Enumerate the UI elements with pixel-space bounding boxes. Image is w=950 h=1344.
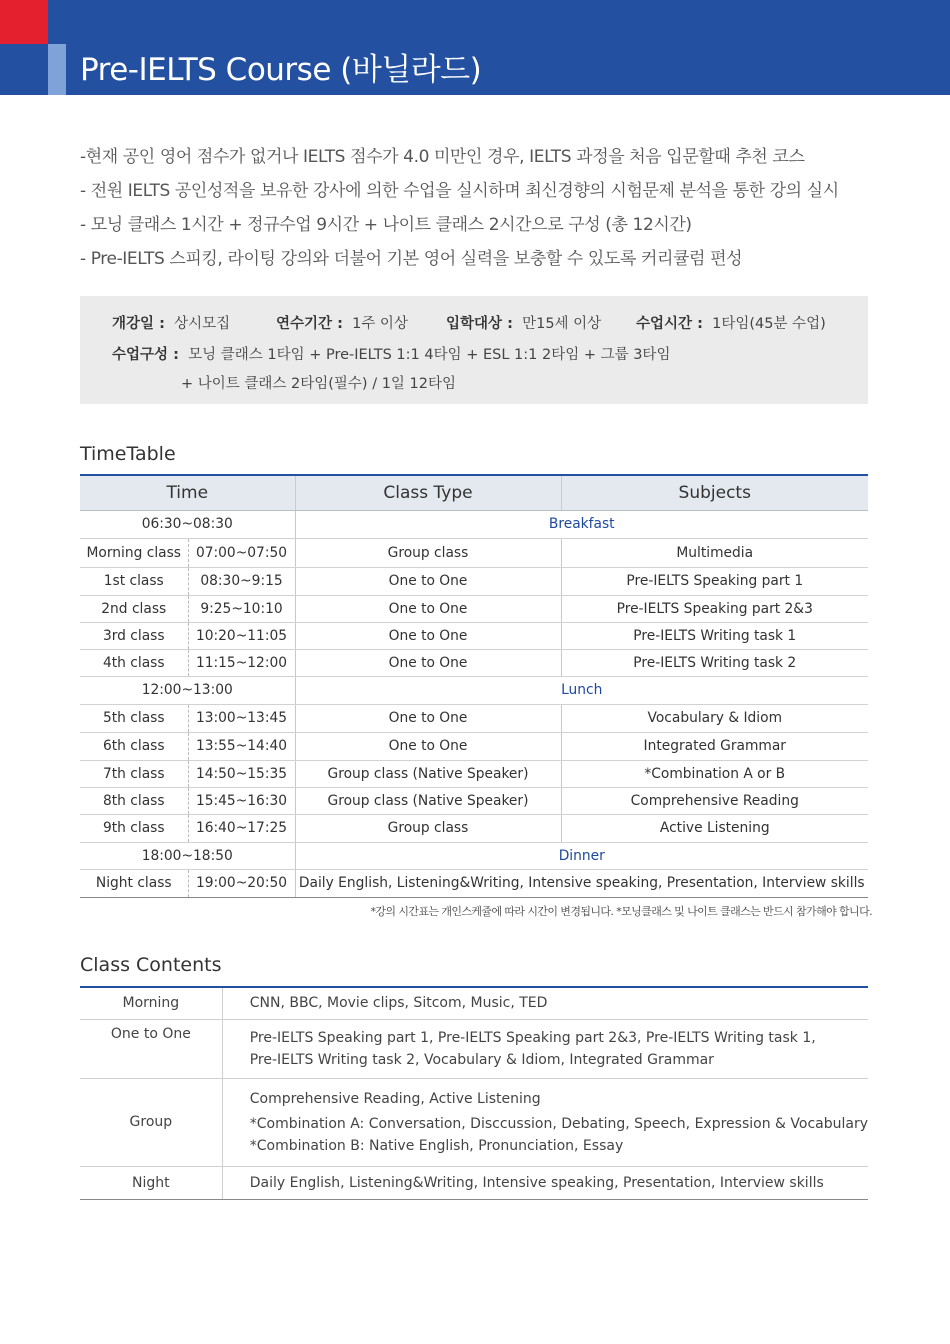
column-header: Subjects bbox=[561, 475, 868, 510]
subject-cell: Comprehensive Reading bbox=[561, 787, 868, 814]
info-value: 상시모집 bbox=[174, 316, 231, 332]
class-time-cell: 15:45~16:30 bbox=[188, 787, 295, 814]
class-type-cell: One to One bbox=[295, 595, 561, 622]
timetable bbox=[80, 474, 868, 898]
class-type-cell: Group class bbox=[295, 538, 561, 567]
info-label: 수업구성 : bbox=[112, 347, 179, 363]
contents-value bbox=[222, 1166, 868, 1199]
timetable-row bbox=[80, 732, 868, 760]
timetable-header-row bbox=[80, 475, 868, 510]
class-time-cell: 10:20~11:05 bbox=[188, 622, 295, 649]
contents-row bbox=[80, 1019, 868, 1078]
course-intro bbox=[80, 145, 880, 281]
break-time-cell: 12:00~13:00 bbox=[80, 676, 295, 704]
class-name-cell: 8th class bbox=[80, 787, 188, 814]
contents-title: Class Contents bbox=[80, 954, 222, 976]
info-composition-cont: + 나이트 클래스 2타임(필수) / 1일 12타임 bbox=[181, 376, 456, 392]
class-type-cell: One to One bbox=[295, 704, 561, 732]
timetable-body bbox=[80, 510, 868, 897]
header-accent-red bbox=[0, 0, 48, 44]
subject-cell: *Combination A or B bbox=[561, 760, 868, 787]
column-header: Time bbox=[80, 475, 295, 510]
subject-cell: Pre-IELTS Speaking part 1 bbox=[561, 567, 868, 595]
info-value: 만15세 이상 bbox=[522, 316, 602, 332]
info-open bbox=[112, 312, 230, 333]
class-time-cell: 08:30~9:15 bbox=[188, 567, 295, 595]
class-name-cell: 6th class bbox=[80, 732, 188, 760]
intro-line: -현재 공인 영어 점수가 없거나 IELTS 점수가 4.0 미만인 경우, IELTS 과정을 처음 입문할때 추천 코스 bbox=[80, 147, 805, 167]
course-info-box bbox=[80, 296, 868, 404]
info-label: 입학대상 : bbox=[446, 316, 513, 332]
timetable-break-row bbox=[80, 842, 868, 869]
info-period bbox=[276, 312, 408, 333]
timetable-row bbox=[80, 567, 868, 595]
contents-line: Pre-IELTS Writing task 2, Vocabulary & Idiom, Integrated Grammar bbox=[249, 1051, 714, 1068]
break-label-cell: Breakfast bbox=[295, 510, 868, 538]
contents-value bbox=[222, 1078, 868, 1166]
info-hours bbox=[636, 312, 826, 333]
class-name-cell: 2nd class bbox=[80, 595, 188, 622]
contents-line: *Combination A: Conversation, Disccussion, Debating, Speech, Expression & Vocabulary bbox=[249, 1115, 868, 1132]
class-name-cell: 5th class bbox=[80, 704, 188, 732]
intro-line: - 모닝 클래스 1시간 + 정규수업 9시간 + 나이트 클래스 2시간으로 구성 (총 12시간) bbox=[80, 215, 692, 235]
info-label: 연수기간 : bbox=[276, 316, 343, 332]
timetable-title: TimeTable bbox=[80, 443, 176, 465]
contents-line: CNN, BBC, Movie clips, Sitcom, Music, TED bbox=[249, 995, 548, 1012]
subject-cell: Active Listening bbox=[561, 814, 868, 842]
subject-cell: Pre-IELTS Writing task 1 bbox=[561, 622, 868, 649]
contents-line: *Combination B: Native English, Pronunciation, Essay bbox=[249, 1137, 624, 1154]
class-time-cell: 19:00~20:50 bbox=[188, 869, 295, 897]
class-type-cell: Group class bbox=[295, 814, 561, 842]
timetable-row bbox=[80, 760, 868, 787]
contents-line: Pre-IELTS Speaking part 1, Pre-IELTS Speaking part 2&3, Pre-IELTS Writing task 1, bbox=[249, 1029, 816, 1046]
class-type-cell: Group class (Native Speaker) bbox=[295, 760, 561, 787]
break-label-cell: Dinner bbox=[295, 842, 868, 869]
class-type-cell: One to One bbox=[295, 649, 561, 676]
class-time-cell: 9:25~10:10 bbox=[188, 595, 295, 622]
intro-line: - 전원 IELTS 공인성적을 보유한 강사에 의한 수업을 실시하며 최신경향의 시험문제 분석을 통한 강의 실시 bbox=[80, 181, 839, 201]
contents-row bbox=[80, 987, 868, 1019]
page-title: Pre-IELTS Course (바닐라드) bbox=[80, 52, 482, 88]
class-time-cell: 16:40~17:25 bbox=[188, 814, 295, 842]
subject-cell: Vocabulary & Idiom bbox=[561, 704, 868, 732]
header-accent-light-blue bbox=[48, 44, 66, 95]
night-detail-cell: Daily English, Listening&Writing, Intensive speaking, Presentation, Interview skills bbox=[295, 869, 868, 897]
class-name-cell: Night class bbox=[80, 869, 188, 897]
info-label: 개강일 : bbox=[112, 316, 165, 332]
class-time-cell: 11:15~12:00 bbox=[188, 649, 295, 676]
timetable-note: *강의 시간표는 개인스케쥴에 따라 시간이 변경됩니다. *모닝클래스 및 나이트 클래스는 반드시 참가해야 합니다. bbox=[370, 905, 872, 918]
timetable-row bbox=[80, 649, 868, 676]
timetable-row bbox=[80, 869, 868, 897]
break-time-cell: 18:00~18:50 bbox=[80, 842, 295, 869]
contents-row bbox=[80, 1166, 868, 1199]
contents-key: Night bbox=[80, 1166, 222, 1199]
intro-line: - Pre-IELTS 스피킹, 라이팅 강의와 더불어 기본 영어 실력을 보충할 수 있도록 커리큘럼 편성 bbox=[80, 249, 743, 269]
break-label-cell: Lunch bbox=[295, 676, 868, 704]
class-time-cell: 13:00~13:45 bbox=[188, 704, 295, 732]
subject-cell: Pre-IELTS Writing task 2 bbox=[561, 649, 868, 676]
class-type-cell: One to One bbox=[295, 622, 561, 649]
info-value: 1주 이상 bbox=[352, 316, 408, 332]
contents-key: Group bbox=[80, 1078, 222, 1166]
class-type-cell: One to One bbox=[295, 732, 561, 760]
class-name-cell: 3rd class bbox=[80, 622, 188, 649]
info-composition bbox=[112, 343, 670, 364]
page-header bbox=[0, 0, 950, 95]
info-value: 모닝 클래스 1타임 + Pre-IELTS 1:1 4타임 + ESL 1:1 2타임 + 그룹 3타임 bbox=[188, 347, 671, 363]
class-time-cell: 13:55~14:40 bbox=[188, 732, 295, 760]
class-type-cell: One to One bbox=[295, 567, 561, 595]
class-name-cell: 1st class bbox=[80, 567, 188, 595]
timetable-row bbox=[80, 622, 868, 649]
contents-value bbox=[222, 1019, 868, 1078]
class-name-cell: 4th class bbox=[80, 649, 188, 676]
class-time-cell: 14:50~15:35 bbox=[188, 760, 295, 787]
timetable-row bbox=[80, 704, 868, 732]
column-header: Class Type bbox=[295, 475, 561, 510]
contents-key: One to One bbox=[80, 1019, 222, 1078]
contents-row bbox=[80, 1078, 868, 1166]
subject-cell: Multimedia bbox=[561, 538, 868, 567]
class-name-cell: Morning class bbox=[80, 538, 188, 567]
contents-line: Comprehensive Reading, Active Listening bbox=[249, 1090, 541, 1107]
subject-cell: Integrated Grammar bbox=[561, 732, 868, 760]
class-name-cell: 7th class bbox=[80, 760, 188, 787]
timetable-row bbox=[80, 787, 868, 814]
info-target bbox=[446, 312, 601, 333]
timetable-row bbox=[80, 814, 868, 842]
info-value: 1타임(45분 수업) bbox=[712, 316, 826, 332]
contents-key: Morning bbox=[80, 987, 222, 1019]
class-time-cell: 07:00~07:50 bbox=[188, 538, 295, 567]
timetable-break-row bbox=[80, 510, 868, 538]
contents-line: Daily English, Listening&Writing, Intensive speaking, Presentation, Interview skills bbox=[249, 1174, 824, 1191]
class-name-cell: 9th class bbox=[80, 814, 188, 842]
timetable-row bbox=[80, 595, 868, 622]
class-contents-table bbox=[80, 986, 868, 1200]
subject-cell: Pre-IELTS Speaking part 2&3 bbox=[561, 595, 868, 622]
class-type-cell: Group class (Native Speaker) bbox=[295, 787, 561, 814]
timetable-row bbox=[80, 538, 868, 567]
info-label: 수업시간 : bbox=[636, 316, 703, 332]
timetable-break-row bbox=[80, 676, 868, 704]
break-time-cell: 06:30~08:30 bbox=[80, 510, 295, 538]
contents-value bbox=[222, 987, 868, 1019]
